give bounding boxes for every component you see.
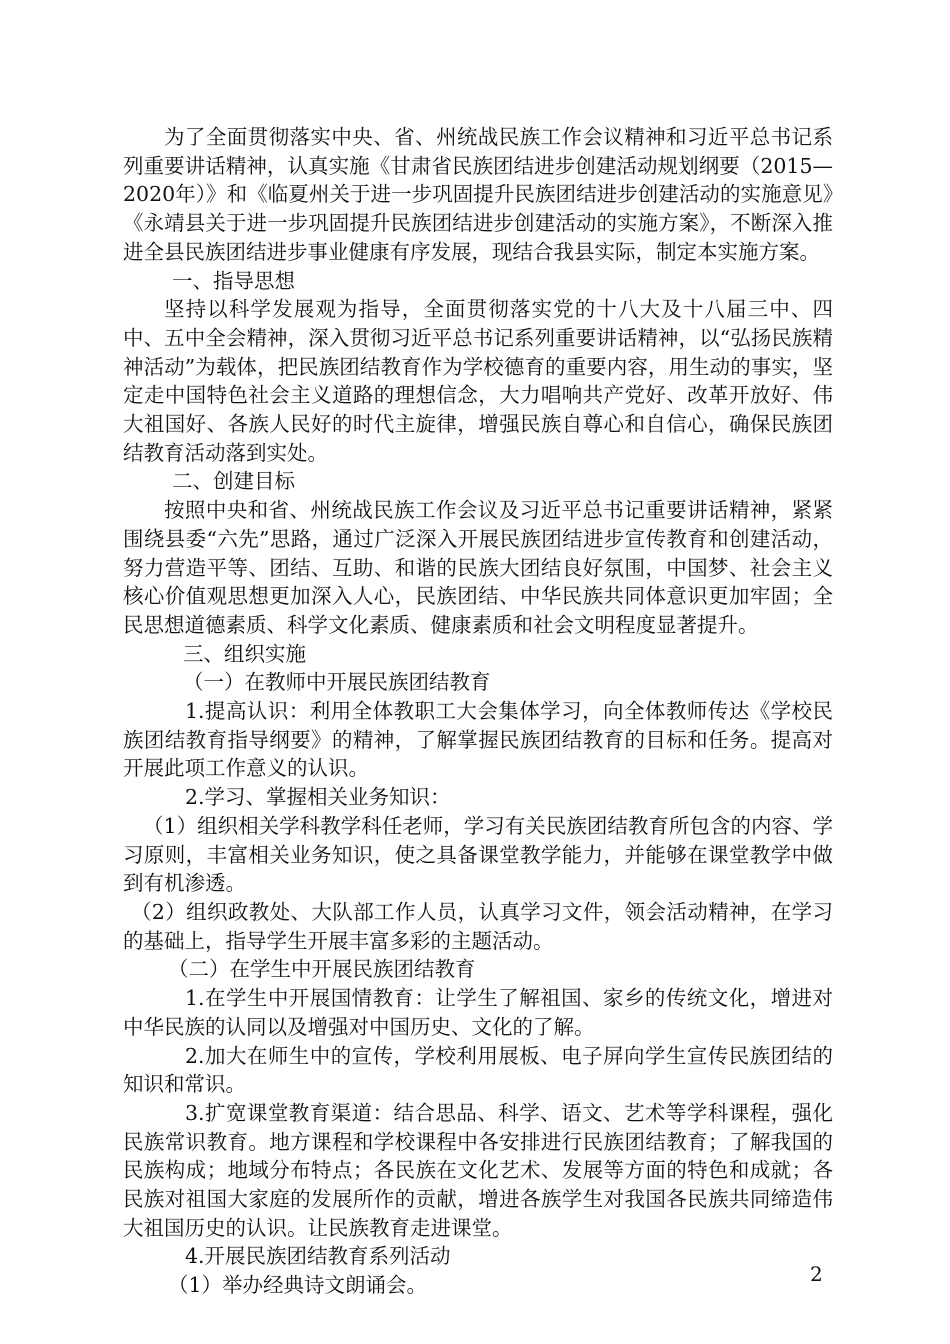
- guiding-ideology-paragraph: 坚持以科学发展观为指导，全面贯彻落实党的十八大及十八届三中、四中、五中全会精神，深入贯彻习近平总书记系列重要讲话精神，以“弘扬民族精神活动”为载体，把民族团结教育作为学校德育的重要内容，用生动的事实，坚定走中国特色社会主义道路的理想信念，大力唱响共产党好、改革开放好、伟大祖国好、各族人民好的时代主旋律，增强民族自尊心和自信心，确保民族团结教育活动落到实处。: [123, 297, 833, 465]
- intro-paragraph: 为了全面贯彻落实中央、省、州统战民族工作会议精神和习近平总书记系列重要讲话精神，认真实施《甘肃省民族团结进步创建活动规划纲要（2015—2020年）》和《临夏州关于进一步巩固提升民族团结进步创建活动的实施意见》《永靖县关于进一步巩固提升民族团结进步创建活动的实施方案》，不断深入推进全县民族团结进步事业健康有序发展，现结合我县实际，制定本实施方案。: [123, 125, 833, 264]
- students-item-3: 3.扩宽课堂教育渠道：结合思品、科学、语文、艺术等学科课程，强化民族常识教育。地方课程和学校课程中各安排进行民族团结教育；了解我国的民族构成；地域分布特点；各民族在文化艺术、发展等方面的特色和成就；各民族对祖国大家庭的发展所作的贡献，增进各族学生对我国各民族共同缔造伟大祖国历史的认识。让民族教育走进课堂。: [123, 1100, 833, 1240]
- students-item-4: 4.开展民族团结教育系列活动: [185, 1244, 451, 1269]
- students-item-2: 2.加大在师生中的宣传，学校利用展板、电子屏向学生宣传民族团结的知识和常识。: [123, 1043, 833, 1097]
- students-item-4-sub-1: （1）举办经典诗文朗诵会。: [168, 1273, 428, 1298]
- section-heading-guiding-ideology: 一、指导思想: [172, 268, 295, 293]
- teachers-item-2-sub-1: （1）组织相关学科教学科任老师，学习有关民族团结教育所包含的内容、学习原则，丰富相关业务知识，使之具备课堂教学能力，并能够在课堂教学中做到有机渗透。: [123, 813, 833, 896]
- subsection-heading-teachers: （一）在教师中开展民族团结教育: [183, 670, 491, 695]
- teachers-item-2: 2.学习、掌握相关业务知识：: [185, 785, 451, 810]
- teachers-item-1: 1.提高认识：利用全体教职工大会集体学习，向全体教师传达《学校民族团结教育指导纲要》的精神，了解掌握民族团结教育的目标和任务。提高对开展此项工作意义的认识。: [123, 699, 833, 781]
- students-item-1: 1.在学生中开展国情教育：让学生了解祖国、家乡的传统文化，增进对中华民族的认同以及增强对中国历史、文化的了解。: [123, 986, 833, 1039]
- subsection-heading-students: （二）在学生中开展民族团结教育: [168, 957, 476, 982]
- section-heading-goals: 二、创建目标: [172, 469, 295, 494]
- section-heading-implementation: 三、组织实施: [183, 641, 306, 666]
- teachers-item-2-sub-2: （2）组织政教处、大队部工作人员，认真学习文件，领会活动精神，在学习的基础上，指导学生开展丰富多彩的主题活动。: [123, 899, 833, 953]
- document-body: [123, 123, 833, 1300]
- page-number: 2: [810, 1262, 823, 1286]
- goals-paragraph: 按照中央和省、州统战民族工作会议及习近平总书记重要讲话精神，紧紧围绕县委“六先”思路，通过广泛深入开展民族团结进步宣传教育和创建活动，努力营造平等、团结、互助、和谐的民族大团结良好氛围，中国梦、社会主义核心价值观思想更加深入人心，民族团结、中华民族共同体意识更加牢固；全民思想道德素质、科学文化素质、健康素质和社会文明程度显著提升。: [123, 498, 833, 637]
